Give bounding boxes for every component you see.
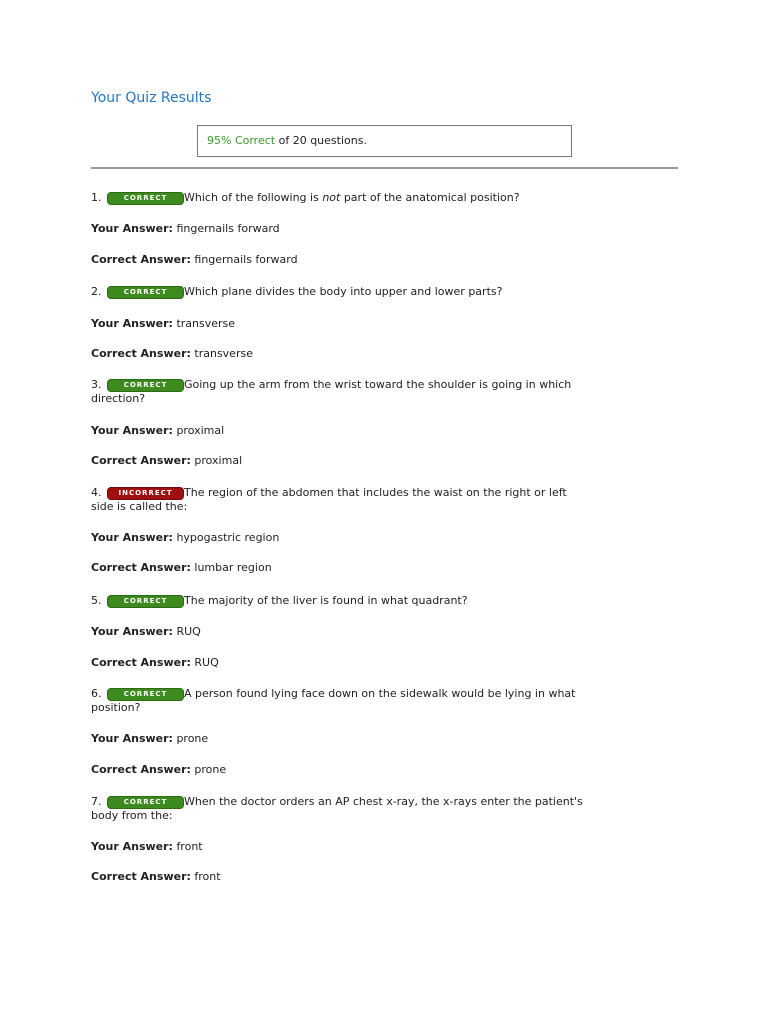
page-title: Your Quiz Results: [91, 90, 212, 106]
question-item: [91, 594, 591, 608]
correct-answer-row: [91, 347, 253, 361]
correct-answer-value: prone: [194, 763, 227, 776]
your-answer-label: Your Answer:: [91, 625, 173, 638]
question-number: 3.: [91, 378, 102, 391]
your-answer-label: Your Answer:: [91, 424, 173, 437]
your-answer-value: RUQ: [176, 625, 201, 638]
correct-answer-value: RUQ: [194, 656, 219, 669]
question-text: [91, 378, 591, 406]
correct-badge: CORRECT: [107, 379, 184, 392]
correct-answer-label: Correct Answer:: [91, 870, 191, 883]
your-answer-value: fingernails forward: [176, 222, 280, 235]
score-percent: 95% Correct: [207, 134, 276, 147]
your-answer-row: [91, 625, 201, 639]
question-text-start: Going up the arm from the wrist toward the shoulder is going in which direction?: [91, 378, 572, 405]
your-answer-value: proximal: [176, 424, 225, 437]
correct-answer-row: [91, 253, 298, 267]
correct-answer-value: front: [194, 870, 221, 883]
your-answer-value: transverse: [176, 317, 236, 330]
your-answer-label: Your Answer:: [91, 531, 173, 544]
correct-badge: CORRECT: [107, 688, 184, 701]
correct-answer-row: [91, 454, 242, 468]
your-answer-row: [91, 222, 280, 236]
correct-answer-label: Correct Answer:: [91, 561, 191, 574]
question-number: 5.: [91, 594, 102, 607]
question-text-start: Which of the following is: [184, 191, 323, 204]
your-answer-label: Your Answer:: [91, 317, 173, 330]
your-answer-label: Your Answer:: [91, 732, 173, 745]
question-text: [91, 687, 591, 715]
correct-answer-row: [91, 561, 272, 575]
correct-badge: CORRECT: [107, 286, 184, 299]
correct-answer-label: Correct Answer:: [91, 253, 191, 266]
correct-answer-value: proximal: [194, 454, 243, 467]
question-text-start: The majority of the liver is found in what quadrant?: [184, 594, 468, 607]
question-item: [91, 795, 591, 823]
your-answer-row: [91, 840, 203, 854]
question-item: [91, 687, 591, 715]
your-answer-row: [91, 531, 279, 545]
question-text-emphasis: not: [322, 191, 341, 204]
question-text: [91, 594, 591, 608]
correct-answer-label: Correct Answer:: [91, 347, 191, 360]
question-text-start: Which plane divides the body into upper and lower parts?: [184, 285, 503, 298]
correct-answer-row: [91, 870, 221, 884]
question-number: 7.: [91, 795, 102, 808]
correct-badge: CORRECT: [107, 796, 184, 809]
question-text-start: A person found lying face down on the sidewalk would be lying in what position?: [91, 687, 576, 714]
correct-answer-value: lumbar region: [194, 561, 272, 574]
your-answer-label: Your Answer:: [91, 840, 173, 853]
score-question-count: of 20 questions.: [275, 134, 367, 147]
question-text: [91, 486, 591, 514]
question-number: 4.: [91, 486, 102, 499]
question-text-end: part of the anatomical position?: [340, 191, 520, 204]
your-answer-row: [91, 317, 235, 331]
incorrect-badge: INCORRECT: [107, 487, 184, 500]
question-text-start: The region of the abdomen that includes the waist on the right or left side is called the:: [91, 486, 567, 513]
correct-answer-label: Correct Answer:: [91, 763, 191, 776]
correct-answer-row: [91, 656, 219, 670]
correct-answer-row: [91, 763, 226, 777]
correct-answer-label: Correct Answer:: [91, 656, 191, 669]
question-number: 2.: [91, 285, 102, 298]
correct-badge: CORRECT: [107, 595, 184, 608]
question-number: 1.: [91, 191, 102, 204]
your-answer-row: [91, 732, 208, 746]
correct-answer-label: Correct Answer:: [91, 454, 191, 467]
your-answer-label: Your Answer:: [91, 222, 173, 235]
question-number: 6.: [91, 687, 102, 700]
divider: [91, 167, 678, 169]
correct-answer-value: fingernails forward: [194, 253, 298, 266]
question-text: [91, 285, 591, 299]
question-item: [91, 191, 591, 205]
question-text: [91, 795, 591, 823]
question-item: [91, 486, 591, 514]
your-answer-value: front: [176, 840, 203, 853]
question-item: [91, 285, 591, 299]
score-summary-box: [197, 125, 572, 157]
correct-badge: CORRECT: [107, 192, 184, 205]
your-answer-value: prone: [176, 732, 209, 745]
your-answer-row: [91, 424, 224, 438]
your-answer-value: hypogastric region: [176, 531, 280, 544]
question-item: [91, 378, 591, 406]
question-text-start: When the doctor orders an AP chest x-ray, the x-rays enter the patient's body from the:: [91, 795, 583, 822]
question-text: [91, 191, 591, 205]
correct-answer-value: transverse: [194, 347, 253, 360]
